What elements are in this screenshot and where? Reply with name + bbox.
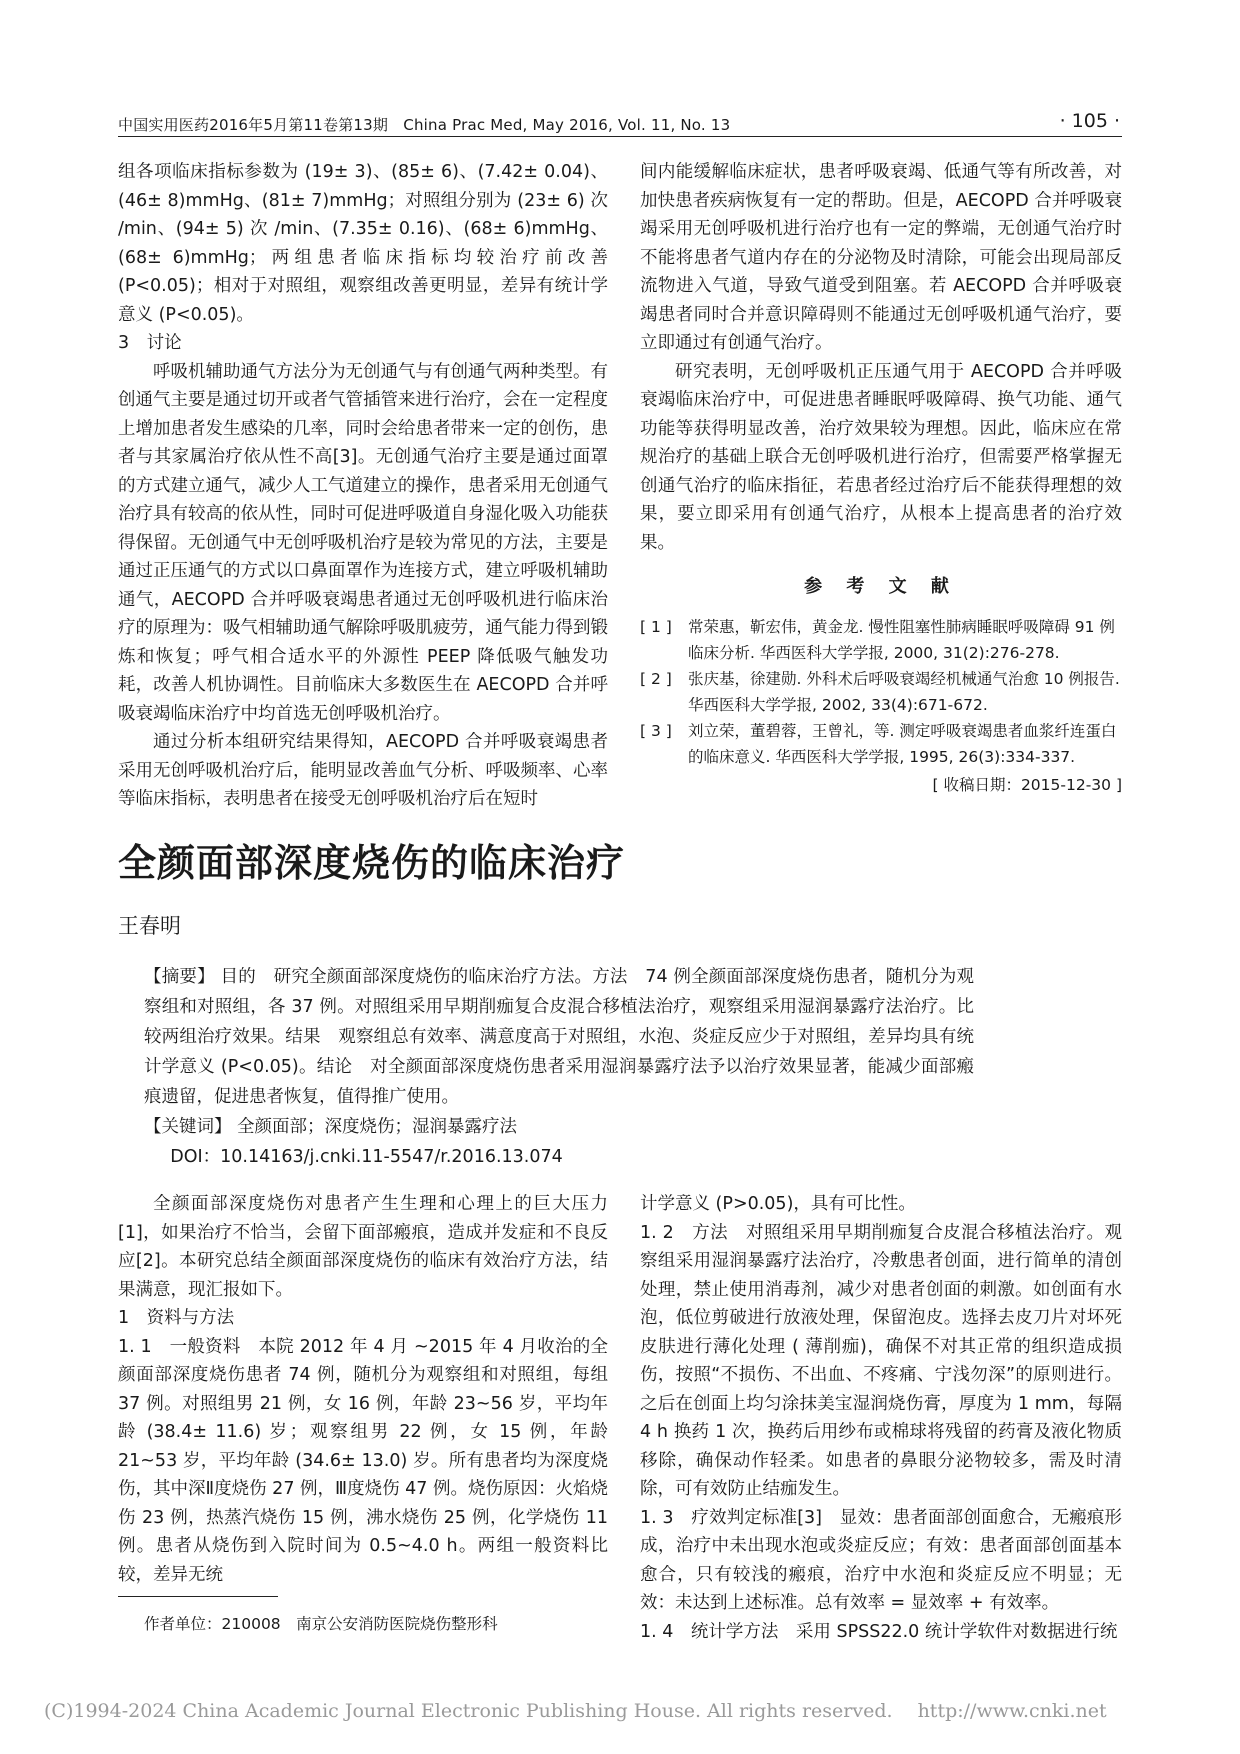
- journal-header: 中国实用医药2016年5月第11卷第13期 China Prac Med, May 2016, Vol. 11, No. 13: [118, 116, 731, 134]
- section-heading: 1 资料与方法: [118, 1308, 235, 1328]
- reference-item: [640, 718, 1122, 770]
- reference-number: [ 3 ]: [640, 722, 672, 740]
- reference-text: 张庆基，徐建勋. 外科术后呼吸衰竭经机械通气治愈 10 例报告. 华西医科大学学报, 2002, 33(4):671-672.: [688, 670, 1120, 714]
- article-column-1: [118, 1190, 608, 1589]
- paragraph: 1. 1 一般资料 本院 2012 年 4 月 ~2015 年 4 月收治的全颜面部深度烧伤患者 74 例，随机分为观察组和对照组，每组 37 例。对照组男 21 例，女 16 例，年龄 23~56 岁，平均年龄 (38.4± 11.6) 岁；观察组男 22 例，女 15 例，年龄 21~53 岁，平均年龄 (34.6± 13.0) 岁。所有患者均为深度烧伤，其中深Ⅱ度烧伤 27 例，Ⅲ度烧伤 47 例。烧伤原因：火焰烧伤 23 例，热蒸汽烧伤 15 例，沸水烧伤 25 例，化学烧伤 11 例。患者从烧伤到入院时间为 0.5~4.0 h。两组一般资料比较，差异无统: [118, 1336, 608, 1585]
- page-number: · 105 ·: [1059, 110, 1120, 132]
- reference-text: 常荣惠，靳宏伟，黄金龙. 慢性阻塞性肺病睡眠呼吸障碍 91 例临床分析. 华西医科大学学报, 2000, 31(2):276-278.: [688, 618, 1115, 662]
- article-column-2: [640, 1190, 1122, 1646]
- paragraph: 1. 3 疗效判定标准[3] 显效：患者面部创面愈合，无瘢痕形成，治疗中未出现水泡或炎症反应；有效：患者面部创面基本愈合，只有较浅的瘢痕，治疗中水泡和炎症反应不明显；无效：未达到上述标准。总有效率 = 显效率 + 有效率。: [640, 1507, 1122, 1613]
- header-rule: [118, 136, 1122, 137]
- reference-item: [640, 614, 1122, 666]
- article-title: 全颜面部深度烧伤的临床治疗: [118, 841, 626, 885]
- received-date: [ 收稿日期：2015-12-30 ]: [932, 776, 1122, 794]
- paragraph: 研究表明，无创呼吸机正压通气用于 AECOPD 合并呼吸衰竭临床治疗中，可促进患者睡眠呼吸障碍、换气功能、通气功能等获得明显改善，治疗效果较为理想。因此，临床应在常规治疗的基础上联合无创呼吸机进行治疗，但需要严格掌握无创通气治疗的临床指征，若患者经过治疗后不能获得理想的效果，要立即采用有创通气治疗，从根本上提高患者的治疗效果。: [640, 361, 1122, 553]
- reference-number: [ 1 ]: [640, 618, 672, 636]
- article-author: 王春明: [118, 914, 181, 938]
- footnote-rule: [118, 1596, 278, 1597]
- paragraph: 计学意义 (P>0.05)，具有可比性。: [640, 1194, 916, 1214]
- paragraph: 通过分析本组研究结果得知，AECOPD 合并呼吸衰竭患者采用无创呼吸机治疗后，能明显改善血气分析、呼吸频率、心率等临床指标，表明患者在接受无创呼吸机治疗后在短时: [118, 732, 608, 809]
- paragraph: 组各项临床指标参数为 (19± 3)、(85± 6)、(7.42± 0.04)、(46± 8)mmHg、(81± 7)mmHg；对照组分别为 (23± 6) 次 /min、(94± 5) 次 /min、(7.35± 0.16)、(68± 6)mmHg、(68± 6)mmHg；两组患者临床指标均较治疗前改善 (P<0.05)；相对于对照组，观察组改善更明显，差异有统计学意义 (P<0.05)。: [118, 162, 608, 325]
- copyright-watermark: (C)1994-2024 China Academic Journal Electronic Publishing House. All rights reserved. http://www.cnki.net: [44, 1700, 1107, 1722]
- paragraph: 1. 4 统计学方法 采用 SPSS22.0 统计学软件对数据进行统: [640, 1621, 1118, 1642]
- reference-number: [ 2 ]: [640, 670, 672, 688]
- paragraph: 呼吸机辅助通气方法分为无创通气与有创通气两种类型。有创通气主要是通过切开或者气管插管来进行治疗，会在一定程度上增加患者发生感染的几率，同时会给患者带来一定的创伤，患者与其家属治疗依从性不高[3]。无创通气治疗主要是通过面罩的方式建立通气，减少人工气道建立的操作，患者采用无创通气治疗具有较高的依从性，同时可促进呼吸道自身湿化吸入功能获得保留。无创通气中无创呼吸机治疗是较为常见的方法，主要是通过正压通气的方式以口鼻面罩作为连接方式，建立呼吸机辅助通气，AECOPD 合并呼吸衰竭患者通过无创呼吸机进行临床治疗的原理为：吸气相辅助通气解除呼吸肌疲劳，通气能力得到锻炼和恢复；呼气相合适水平的外源性 PEEP 降低吸气触发功耗，改善人机协调性。目前临床大多数医生在 AECOPD 合并呼吸衰竭临床治疗中均首选无创呼吸机治疗。: [118, 361, 608, 724]
- reference-text: 刘立荣，董碧蓉，王曾礼，等. 测定呼吸衰竭患者血浆纤连蛋白的临床意义. 华西医科大学学报, 1995, 26(3):334-337.: [688, 722, 1117, 766]
- references-list: [640, 614, 1122, 770]
- section-heading: 3 讨论: [118, 333, 182, 353]
- author-affiliation-footnote: 作者单位：210008 南京公安消防医院烧伤整形科: [144, 1615, 498, 1633]
- prev-article-column-1: [118, 158, 608, 814]
- prev-article-column-2: [640, 158, 1122, 557]
- abstract-text: 【摘要】 目的 研究全颜面部深度烧伤的临床治疗方法。方法 74 例全颜面部深度烧伤患者，随机分为观察组和对照组，各 37 例。对照组采用早期削痂复合皮混合移植法治疗，观察组采用湿润暴露疗法治疗。比较两组治疗效果。结果 观察组总有效率、满意度高于对照组，水泡、炎症反应少于对照组，差异均具有统计学意义 (P<0.05)。结论 对全颜面部深度烧伤患者采用湿润暴露疗法予以治疗效果显著，能减少面部瘢痕遗留，促进患者恢复，值得推广使用。: [144, 967, 974, 1107]
- paragraph: 全颜面部深度烧伤对患者产生生理和心理上的巨大压力[1]，如果治疗不恰当，会留下面部瘢痕，造成并发症和不良反应[2]。本研究总结全颜面部深度烧伤的临床有效治疗方法，结果满意，现汇报如下。: [118, 1194, 608, 1300]
- paragraph: 1. 2 方法 对照组采用早期削痂复合皮混合移植法治疗。观察组采用湿润暴露疗法治疗，冷敷患者创面，进行简单的清创处理，禁止使用消毒剂，减少对患者创面的刺激。如创面有水泡，低位剪破进行放液处理，保留泡皮。选择去皮刀片对坏死皮肤进行薄化处理 ( 薄削痂)，确保不对其正常的组织造成损伤，按照“不损伤、不出血、不疼痛、宁浅勿深”的原则进行。之后在创面上均匀涂抹美宝湿润烧伤膏，厚度为 1 mm，每隔 4 h 换药 1 次，换药后用纱布或棉球将残留的药膏及液化物质移除，确保动作轻柔。如患者的鼻眼分泌物较多，需及时清除，可有效防止结痂发生。: [640, 1222, 1122, 1499]
- keywords: 【关键词】 全颜面部；深度烧伤；湿润暴露疗法: [144, 1117, 518, 1137]
- references-title: 参 考 文 献: [804, 576, 958, 597]
- paragraph: 间内能缓解临床症状，患者呼吸衰竭、低通气等有所改善，对加快患者疾病恢复有一定的帮助。但是，AECOPD 合并呼吸衰竭采用无创呼吸机进行治疗也有一定的弊端，无创通气治疗时不能将患者气道内存在的分泌物及时清除，可能会出现局部反流物进入气道，导致气道受到阻塞。若 AECOPD 合并呼吸衰竭患者同时合并意识障碍则不能通过无创呼吸机通气治疗，要立即通过有创通气治疗。: [640, 162, 1122, 353]
- doi: DOI：10.14163/j.cnki.11-5547/r.2016.13.074: [170, 1147, 563, 1167]
- reference-item: [640, 666, 1122, 718]
- abstract-block: [144, 962, 974, 1172]
